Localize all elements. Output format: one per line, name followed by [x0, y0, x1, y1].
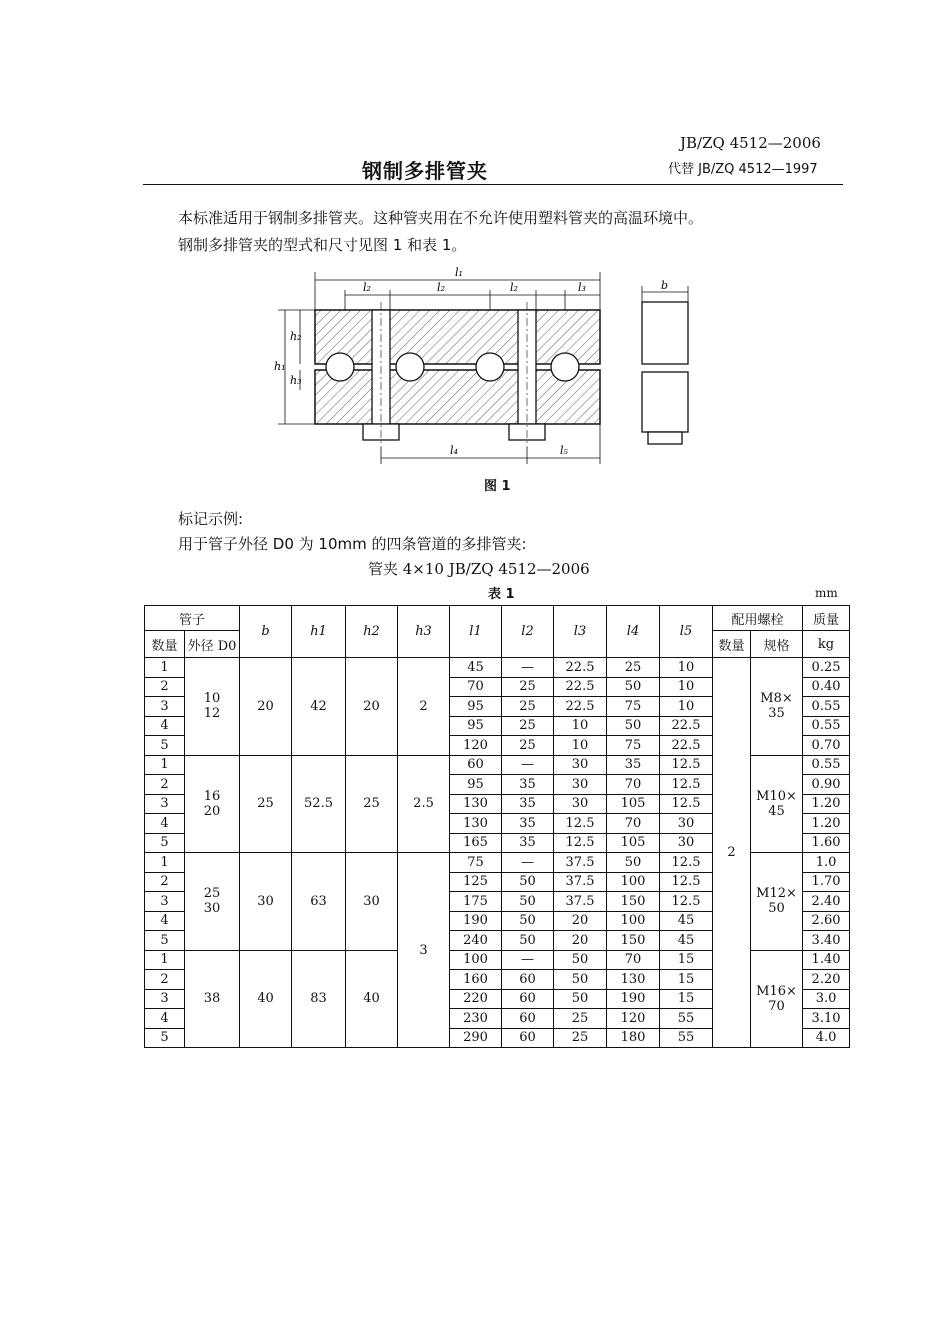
dim-b: 20	[240, 658, 292, 756]
svg-text:l₂: l₂	[510, 281, 518, 294]
mass: 4.0	[803, 1028, 850, 1048]
dim-l2: 50	[502, 872, 554, 892]
intro-paragraph-2: 钢制多排管夹的型式和尺寸见图 1 和表 1。	[178, 236, 467, 254]
bolt-spec-line: M16×	[756, 983, 797, 999]
dim-l5: 55	[660, 1028, 713, 1048]
bolt-count: 2	[713, 658, 751, 1048]
dim-l1: 120	[450, 736, 502, 756]
dim-l3: 37.5	[554, 892, 607, 912]
dim-h2: 25	[346, 755, 398, 853]
page-title: 钢制多排管夹	[362, 159, 488, 183]
row-count: 3	[145, 989, 185, 1009]
pipe-od-value: 12	[203, 706, 221, 722]
dim-l1: 290	[450, 1028, 502, 1048]
dim-h1: 63	[292, 853, 346, 951]
row-count: 1	[145, 950, 185, 970]
dim-h2: 20	[346, 658, 398, 756]
dim-l2: 25	[502, 736, 554, 756]
mass: 0.55	[803, 697, 850, 717]
header-l2: l2	[502, 606, 554, 658]
dim-l4: 120	[607, 1009, 660, 1029]
dim-l2: 25	[502, 697, 554, 717]
mass: 2.20	[803, 970, 850, 990]
table-caption: 表 1	[488, 587, 515, 602]
dim-l2: —	[502, 853, 554, 873]
dim-l4: 70	[607, 814, 660, 834]
dim-l5: 22.5	[660, 736, 713, 756]
row-count: 1	[145, 658, 185, 678]
side-view-upper	[642, 302, 688, 364]
dim-l5: 10	[660, 697, 713, 717]
dim-l5: 15	[660, 970, 713, 990]
dim-b: 30	[240, 853, 292, 951]
header-bolt-count: 数量	[713, 631, 751, 658]
dim-h3: 2.5	[398, 755, 450, 853]
dim-l5: 15	[660, 989, 713, 1009]
dim-h2: 40	[346, 950, 398, 1048]
row-count: 1	[145, 755, 185, 775]
dim-l5: 30	[660, 833, 713, 853]
dim-l4: 50	[607, 716, 660, 736]
dim-l4: 50	[607, 677, 660, 697]
row-count: 5	[145, 1028, 185, 1048]
header-l3: l3	[554, 606, 607, 658]
row-count: 4	[145, 1009, 185, 1029]
dim-l2: —	[502, 755, 554, 775]
bolt-spec-line: 70	[768, 998, 785, 1014]
mass: 0.40	[803, 677, 850, 697]
mass: 0.70	[803, 736, 850, 756]
mass: 1.20	[803, 794, 850, 814]
dim-l4: 150	[607, 892, 660, 912]
dim-l3: 30	[554, 794, 607, 814]
pipe-od-value: 25	[203, 886, 221, 902]
dim-l2: 25	[502, 677, 554, 697]
dim-l4: 70	[607, 775, 660, 795]
dim-l5: 22.5	[660, 716, 713, 736]
dim-l5: 12.5	[660, 892, 713, 912]
dim-l5: 12.5	[660, 755, 713, 775]
header-od: 外径 D0	[185, 631, 240, 658]
mass: 0.55	[803, 755, 850, 775]
mass: 1.60	[803, 833, 850, 853]
marking-code: 管夹 4×10 JB/ZQ 4512—2006	[368, 560, 590, 578]
dim-l3: 22.5	[554, 658, 607, 678]
table-unit: mm	[815, 586, 838, 600]
dim-l4: 50	[607, 853, 660, 873]
dim-l4: 105	[607, 794, 660, 814]
pipe-od	[185, 658, 240, 756]
bolt-spec-line: M10×	[756, 788, 797, 804]
row-count: 3	[145, 697, 185, 717]
bolt-spec	[751, 950, 803, 1048]
mass: 3.10	[803, 1009, 850, 1029]
mass: 0.90	[803, 775, 850, 795]
header-l4: l4	[607, 606, 660, 658]
pipe-od-value: 20	[203, 803, 221, 819]
dim-l2: 60	[502, 1009, 554, 1029]
header-rule	[143, 184, 843, 185]
marking-description: 用于管子外径 D0 为 10mm 的四条管道的多排管夹:	[178, 535, 527, 553]
dim-l5: 30	[660, 814, 713, 834]
dim-l4: 150	[607, 931, 660, 951]
dim-l3: 20	[554, 911, 607, 931]
bolt-spec-line: 35	[768, 706, 785, 722]
row-count: 3	[145, 794, 185, 814]
dim-l3: 22.5	[554, 697, 607, 717]
dim-l2: 35	[502, 833, 554, 853]
row-count: 5	[145, 931, 185, 951]
header-l5: l5	[660, 606, 713, 658]
dim-l1: 230	[450, 1009, 502, 1029]
pipe-od-value: 16	[203, 788, 221, 804]
table-row	[145, 658, 850, 678]
mass: 0.55	[803, 716, 850, 736]
dim-l3: 22.5	[554, 677, 607, 697]
dim-l1: 60	[450, 755, 502, 775]
dim-l1: 45	[450, 658, 502, 678]
header-mass-unit: kg	[803, 631, 850, 658]
svg-text:l₅: l₅	[560, 444, 568, 457]
pipe-od-value: 30	[203, 901, 221, 917]
dim-h1: 83	[292, 950, 346, 1048]
dim-l2: 50	[502, 892, 554, 912]
mass: 1.0	[803, 853, 850, 873]
pipe-hole	[396, 353, 424, 381]
dim-l5: 12.5	[660, 853, 713, 873]
svg-text:b: b	[661, 279, 669, 292]
dim-l2: 35	[502, 814, 554, 834]
dim-l4: 180	[607, 1028, 660, 1048]
svg-text:l₃: l₃	[578, 281, 586, 294]
header-b: b	[240, 606, 292, 658]
side-view-nut	[648, 432, 682, 444]
dim-l3: 50	[554, 989, 607, 1009]
dim-l4: 25	[607, 658, 660, 678]
dim-l1: 240	[450, 931, 502, 951]
table-body	[145, 658, 850, 1048]
marking-title: 标记示例:	[178, 510, 244, 528]
side-view-lower	[642, 372, 688, 432]
row-count: 3	[145, 892, 185, 912]
dim-l2: 25	[502, 716, 554, 736]
bolt-spec-line: M8×	[760, 691, 793, 707]
pipe-od	[185, 950, 240, 1048]
dim-l1: 130	[450, 794, 502, 814]
svg-text:l₂: l₂	[437, 281, 445, 294]
dim-l1: 95	[450, 697, 502, 717]
dim-l5: 12.5	[660, 794, 713, 814]
dim-l2: 60	[502, 989, 554, 1009]
dim-l3: 25	[554, 1009, 607, 1029]
dim-l4: 130	[607, 970, 660, 990]
dim-h1: 52.5	[292, 755, 346, 853]
dim-l3: 10	[554, 736, 607, 756]
dim-l5: 55	[660, 1009, 713, 1029]
standard-number: JB/ZQ 4512—2006	[680, 134, 821, 152]
bolt-spec-line: 45	[768, 803, 785, 819]
dim-b: 40	[240, 950, 292, 1048]
dim-l1: 175	[450, 892, 502, 912]
dim-l3: 12.5	[554, 833, 607, 853]
pipe-od	[185, 755, 240, 853]
mass: 2.60	[803, 911, 850, 931]
dim-l4: 35	[607, 755, 660, 775]
mass: 0.25	[803, 658, 850, 678]
intro-paragraph-1: 本标准适用于钢制多排管夹。这种管夹用在不允许使用塑料管夹的高温环境中。	[178, 209, 704, 227]
header-count: 数量	[145, 631, 185, 658]
svg-text:h₂: h₂	[290, 330, 302, 343]
svg-text:l₁: l₁	[455, 266, 463, 279]
row-count: 4	[145, 814, 185, 834]
pipe-hole	[326, 353, 354, 381]
dim-l5: 45	[660, 931, 713, 951]
dim-l1: 100	[450, 950, 502, 970]
dim-h1: 42	[292, 658, 346, 756]
row-count: 2	[145, 775, 185, 795]
dim-l5: 10	[660, 677, 713, 697]
dim-l2: 60	[502, 1028, 554, 1048]
dim-b: 25	[240, 755, 292, 853]
dim-l4: 105	[607, 833, 660, 853]
dim-l2: 50	[502, 911, 554, 931]
dim-l1: 95	[450, 775, 502, 795]
bolt-spec	[751, 853, 803, 951]
row-count: 5	[145, 736, 185, 756]
header-h2: h2	[346, 606, 398, 658]
svg-text:l₂: l₂	[363, 281, 371, 294]
pipe-hole	[551, 353, 579, 381]
dim-l3: 25	[554, 1028, 607, 1048]
dim-l4: 70	[607, 950, 660, 970]
bolt-spec-line: 50	[768, 901, 785, 917]
dim-l5: 45	[660, 911, 713, 931]
mass: 1.70	[803, 872, 850, 892]
dim-l3: 37.5	[554, 853, 607, 873]
dim-l4: 75	[607, 736, 660, 756]
header-h3: h3	[398, 606, 450, 658]
row-count: 1	[145, 853, 185, 873]
dim-l3: 12.5	[554, 814, 607, 834]
header-mass: 质量	[803, 606, 850, 631]
dim-l4: 190	[607, 989, 660, 1009]
svg-text:h₃: h₃	[290, 374, 302, 387]
dim-l5: 12.5	[660, 872, 713, 892]
row-count: 5	[145, 833, 185, 853]
pipe-od-value: 38	[203, 991, 221, 1007]
dim-l3: 50	[554, 950, 607, 970]
row-count: 2	[145, 872, 185, 892]
row-count: 2	[145, 677, 185, 697]
dim-l2: 50	[502, 931, 554, 951]
dim-l4: 75	[607, 697, 660, 717]
svg-text:h₁: h₁	[274, 360, 286, 373]
dim-l1: 95	[450, 716, 502, 736]
dim-l5: 10	[660, 658, 713, 678]
dim-l2: 60	[502, 970, 554, 990]
dim-l3: 30	[554, 755, 607, 775]
dim-l1: 125	[450, 872, 502, 892]
dim-l3: 10	[554, 716, 607, 736]
header-h1: h1	[292, 606, 346, 658]
mass: 1.40	[803, 950, 850, 970]
dim-l4: 100	[607, 911, 660, 931]
dim-l5: 12.5	[660, 775, 713, 795]
dim-l3: 50	[554, 970, 607, 990]
mass: 2.40	[803, 892, 850, 912]
dim-l2: 35	[502, 794, 554, 814]
dim-h3: 3	[398, 853, 450, 1048]
pipe-hole	[476, 353, 504, 381]
row-count: 2	[145, 970, 185, 990]
dim-l3: 20	[554, 931, 607, 951]
dim-l1: 165	[450, 833, 502, 853]
mass: 3.0	[803, 989, 850, 1009]
figure-caption: 图 1	[484, 479, 511, 494]
clamp-drawing	[260, 262, 700, 472]
dim-l1: 70	[450, 677, 502, 697]
row-count: 4	[145, 911, 185, 931]
bolt-spec-line: M12×	[756, 886, 797, 902]
dim-l3: 30	[554, 775, 607, 795]
dim-l1: 130	[450, 814, 502, 834]
pipe-od	[185, 853, 240, 951]
dim-l5: 15	[660, 950, 713, 970]
dim-l2: —	[502, 658, 554, 678]
dim-l1: 160	[450, 970, 502, 990]
row-count: 4	[145, 716, 185, 736]
dim-l1: 75	[450, 853, 502, 873]
header-pipe: 管子	[145, 606, 240, 631]
header-l1: l1	[450, 606, 502, 658]
dim-l1: 190	[450, 911, 502, 931]
mass: 1.20	[803, 814, 850, 834]
mass: 3.40	[803, 931, 850, 951]
dim-l4: 100	[607, 872, 660, 892]
header-bolt: 配用螺栓	[713, 606, 803, 631]
dim-h3: 2	[398, 658, 450, 756]
bolt-spec	[751, 755, 803, 853]
dimension-table	[144, 605, 850, 1048]
dim-h2: 30	[346, 853, 398, 951]
dim-l2: 35	[502, 775, 554, 795]
svg-text:l₄: l₄	[450, 444, 458, 457]
replaces-standard: 代替 JB/ZQ 4512—1997	[668, 162, 818, 177]
pipe-od-value: 10	[203, 691, 221, 707]
header-bolt-spec: 规格	[751, 631, 803, 658]
dim-l1: 220	[450, 989, 502, 1009]
dim-l3: 37.5	[554, 872, 607, 892]
bolt-spec	[751, 658, 803, 756]
dim-l2: —	[502, 950, 554, 970]
